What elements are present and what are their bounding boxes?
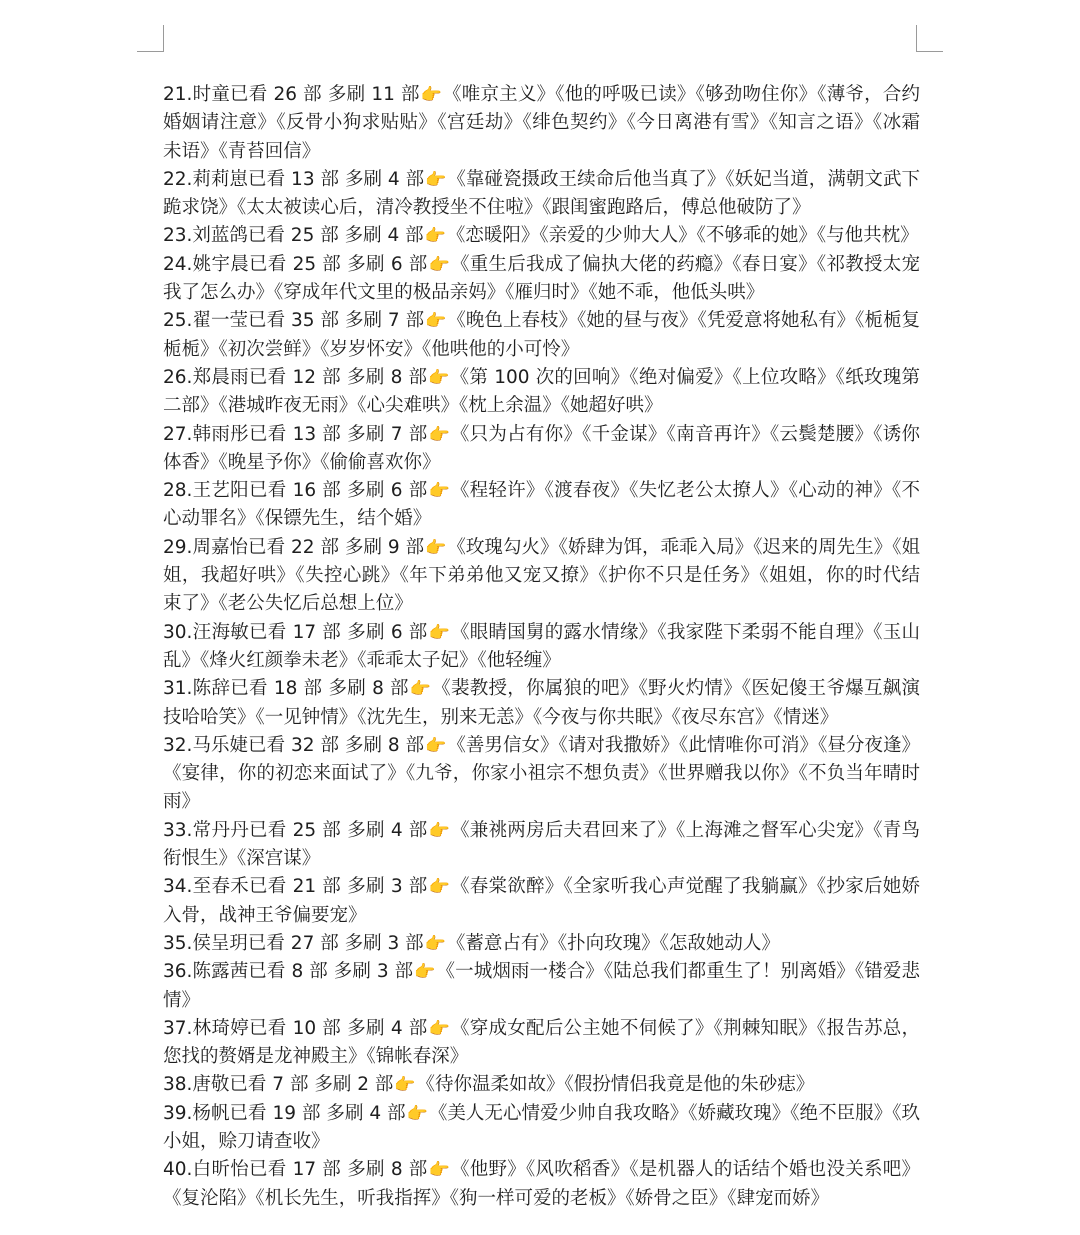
reader-summary: 23.刘蓝鸽已看 25 部 多刷 4 部 [163,225,424,247]
reader-summary: 22.莉莉崽已看 13 部 多刷 4 部 [163,168,425,190]
reader-summary: 36.陈露茜已看 8 部 多刷 3 部 [163,961,414,983]
pointing-hand-icon: 👉 [406,1103,428,1124]
reader-summary: 37.林琦婷已看 10 部 多刷 4 部 [163,1017,428,1039]
book-titles: 《他野》《风吹稻香》《是机器人的话结个婚也没关系吧》《复沦陷》《机长先生，听我指挥》《狗一样可爱的老板》《娇骨之臣》《肆宠而娇》 [163,1159,920,1209]
book-titles: 《眼睛国舅的露水情缘》《我家陛下柔弱不能自理》《玉山乱》《烽火红颜拳未老》《乖乖太子妃》《他轻缠》 [163,621,920,671]
list-item [163,817,920,874]
page-corner-mark-top-left [137,25,164,52]
book-titles: 《美人无心情爱少帅自我攻略》《娇藏玫瑰》《绝不臣服》《玖小姐，赊刀请查收》 [163,1102,920,1152]
list-item [163,1071,920,1099]
pointing-hand-icon: 👉 [428,820,450,841]
pointing-hand-icon: 👉 [428,367,450,388]
reader-summary: 29.周嘉怡已看 22 部 多刷 9 部 [163,536,425,558]
book-titles: 《第 100 次的回响》《绝对偏爱》《上位攻略》《纸玫瑰第二部》《港城昨夜无雨》《心尖难哄》《枕上余温》《她超好哄》 [163,366,920,417]
reader-summary: 26.郑晨雨已看 12 部 多刷 8 部 [163,366,428,388]
list-item [163,930,920,958]
list-item [163,675,920,732]
list-item [163,81,920,166]
list-item [163,364,920,421]
reader-summary: 39.杨帆已看 19 部 多刷 4 部 [163,1102,406,1124]
list-item [163,477,920,534]
book-titles: 《靠碰瓷摄政王续命后他当真了》《妖妃当道，满朝文武下跪求饶》《太太被读心后，清冷教授坐不住啦》《跟闺蜜跑路后，傅总他破防了》 [163,168,920,219]
book-titles: 《只为占有你》《千金谋》《南音再许》《云鬓楚腰》《诱你体香》《晚星予你》《偷偷喜欢你》 [163,423,920,473]
list-item [163,1156,920,1213]
pointing-hand-icon: 👉 [428,481,450,502]
book-titles: 《恋暖阳》《亲爱的少帅大人》《不够乖的她》《与他共枕》 [446,225,919,247]
pointing-hand-icon: 👉 [425,311,447,332]
reader-summary: 31.陈辞已看 18 部 多刷 8 部 [163,678,409,700]
list-item [163,222,920,250]
reader-summary: 24.姚宇晨已看 25 部 多刷 6 部 [163,253,428,275]
pointing-hand-icon: 👉 [428,622,450,643]
book-titles: 《唯京主义》《他的呼吸已读》《够劲吻住你》《薄爷，合约婚姻请注意》《反骨小狗求贴贴》《宫廷劫》《绯色契约》《今日离港有雪》《知言之语》《冰霜未语》《青苔回信》 [163,84,920,162]
pointing-hand-icon: 👉 [428,424,450,445]
reader-summary: 33.常丹丹已看 25 部 多刷 4 部 [163,819,428,841]
list-item [163,873,920,930]
book-titles: 《晚色上春枝》《她的昼与夜》《凭爱意将她私有》《栀栀复栀栀》《初次尝鲜》《岁岁怀安》《他哄他的小可怜》 [163,310,920,360]
book-titles: 《重生后我成了偏执大佬的药瘾》《春日宴》《祁教授太宠我了怎么办》《穿成年代文里的极品亲妈》《雁归时》《她不乖，他低头哄》 [163,253,920,304]
reader-summary: 38.唐敬已看 7 部 多刷 2 部 [163,1074,394,1096]
list-item [163,307,920,364]
reader-summary: 21.时童已看 26 部 多刷 11 部 [163,84,420,105]
book-titles: 《兼祧两房后夫君回来了》《上海滩之督军心尖宠》《青鸟衔恨生》《深宫谋》 [163,819,920,870]
reading-list [163,81,920,1213]
book-titles: 《一城烟雨一楼合》《陆总我们都重生了！别离婚》《错爱悲情》 [163,961,920,1011]
pointing-hand-icon: 👉 [424,933,446,954]
reader-summary: 34.至春禾已看 21 部 多刷 3 部 [163,876,428,898]
reader-summary: 35.侯呈玥已看 27 部 多刷 3 部 [163,932,424,954]
reader-summary: 27.韩雨彤已看 13 部 多刷 7 部 [163,423,428,445]
reader-summary: 40.白昕怡已看 17 部 多刷 8 部 [163,1159,428,1181]
list-item [163,166,920,223]
reader-summary: 25.翟一莹已看 35 部 多刷 7 部 [163,310,425,332]
book-titles: 《玫瑰勾火》《娇肆为饵，乖乖入局》《迟来的周先生》《姐姐，我超好哄》《失控心跳》《年下弟弟他又宠又撩》《护你不只是任务》《姐姐，你的时代结束了》《老公失忆后总想上位》 [163,536,920,615]
pointing-hand-icon: 👉 [425,537,447,558]
book-titles: 《裴教授，你属狼的吧》《野火灼情》《医妃傻王爷爆互飙演技哈哈笑》《一见钟情》《沈先生，别来无恙》《今夜与你共眠》《夜尽东宫》《情迷》 [163,678,920,728]
book-titles: 《春棠欲醉》《全家听我心声觉醒了我躺赢》《抄家后她娇入骨，战神王爷偏要宠》 [163,876,920,926]
book-titles: 《穿成女配后公主她不伺候了》《荆棘知眠》《报告苏总，您找的赘婿是龙神殿主》《锦帐春深》 [163,1017,920,1068]
pointing-hand-icon: 👉 [394,1075,416,1096]
pointing-hand-icon: 👉 [414,962,436,983]
pointing-hand-icon: 👉 [428,1160,450,1181]
pointing-hand-icon: 👉 [409,679,431,700]
reader-summary: 28.王艺阳已看 16 部 多刷 6 部 [163,480,428,502]
pointing-hand-icon: 👉 [425,735,447,756]
list-item [163,534,920,619]
pointing-hand-icon: 👉 [424,226,446,247]
list-item [163,958,920,1015]
list-item [163,619,920,676]
book-titles: 《善男信女》《请对我撒娇》《此情唯你可消》《昼分夜逢》《宴律，你的初恋来面试了》《九爷，你家小祖宗不想负责》《世界赠我以你》《不负当年晴时雨》 [163,734,920,813]
book-titles: 《待你温柔如故》《假扮情侣我竟是他的朱砂痣》 [416,1074,815,1096]
list-item [163,421,920,478]
book-titles: 《程轻许》《渡春夜》《失忆老公太撩人》《心动的神》《不心动罪名》《保镖先生，结个婚》 [163,480,920,530]
list-item [163,1015,920,1072]
reader-summary: 30.汪海敏已看 17 部 多刷 6 部 [163,621,428,643]
pointing-hand-icon: 👉 [428,877,450,898]
page-corner-mark-top-right [916,25,943,52]
list-item [163,251,920,308]
pointing-hand-icon: 👉 [428,1018,450,1039]
list-item [163,1100,920,1157]
pointing-hand-icon: 👉 [428,254,450,275]
pointing-hand-icon: 👉 [425,169,447,190]
reader-summary: 32.马乐婕已看 32 部 多刷 8 部 [163,734,425,756]
book-titles: 《蓄意占有》《扑向玫瑰》《怎敌她动人》 [446,932,780,954]
pointing-hand-icon: 👉 [420,85,442,105]
list-item [163,732,920,817]
